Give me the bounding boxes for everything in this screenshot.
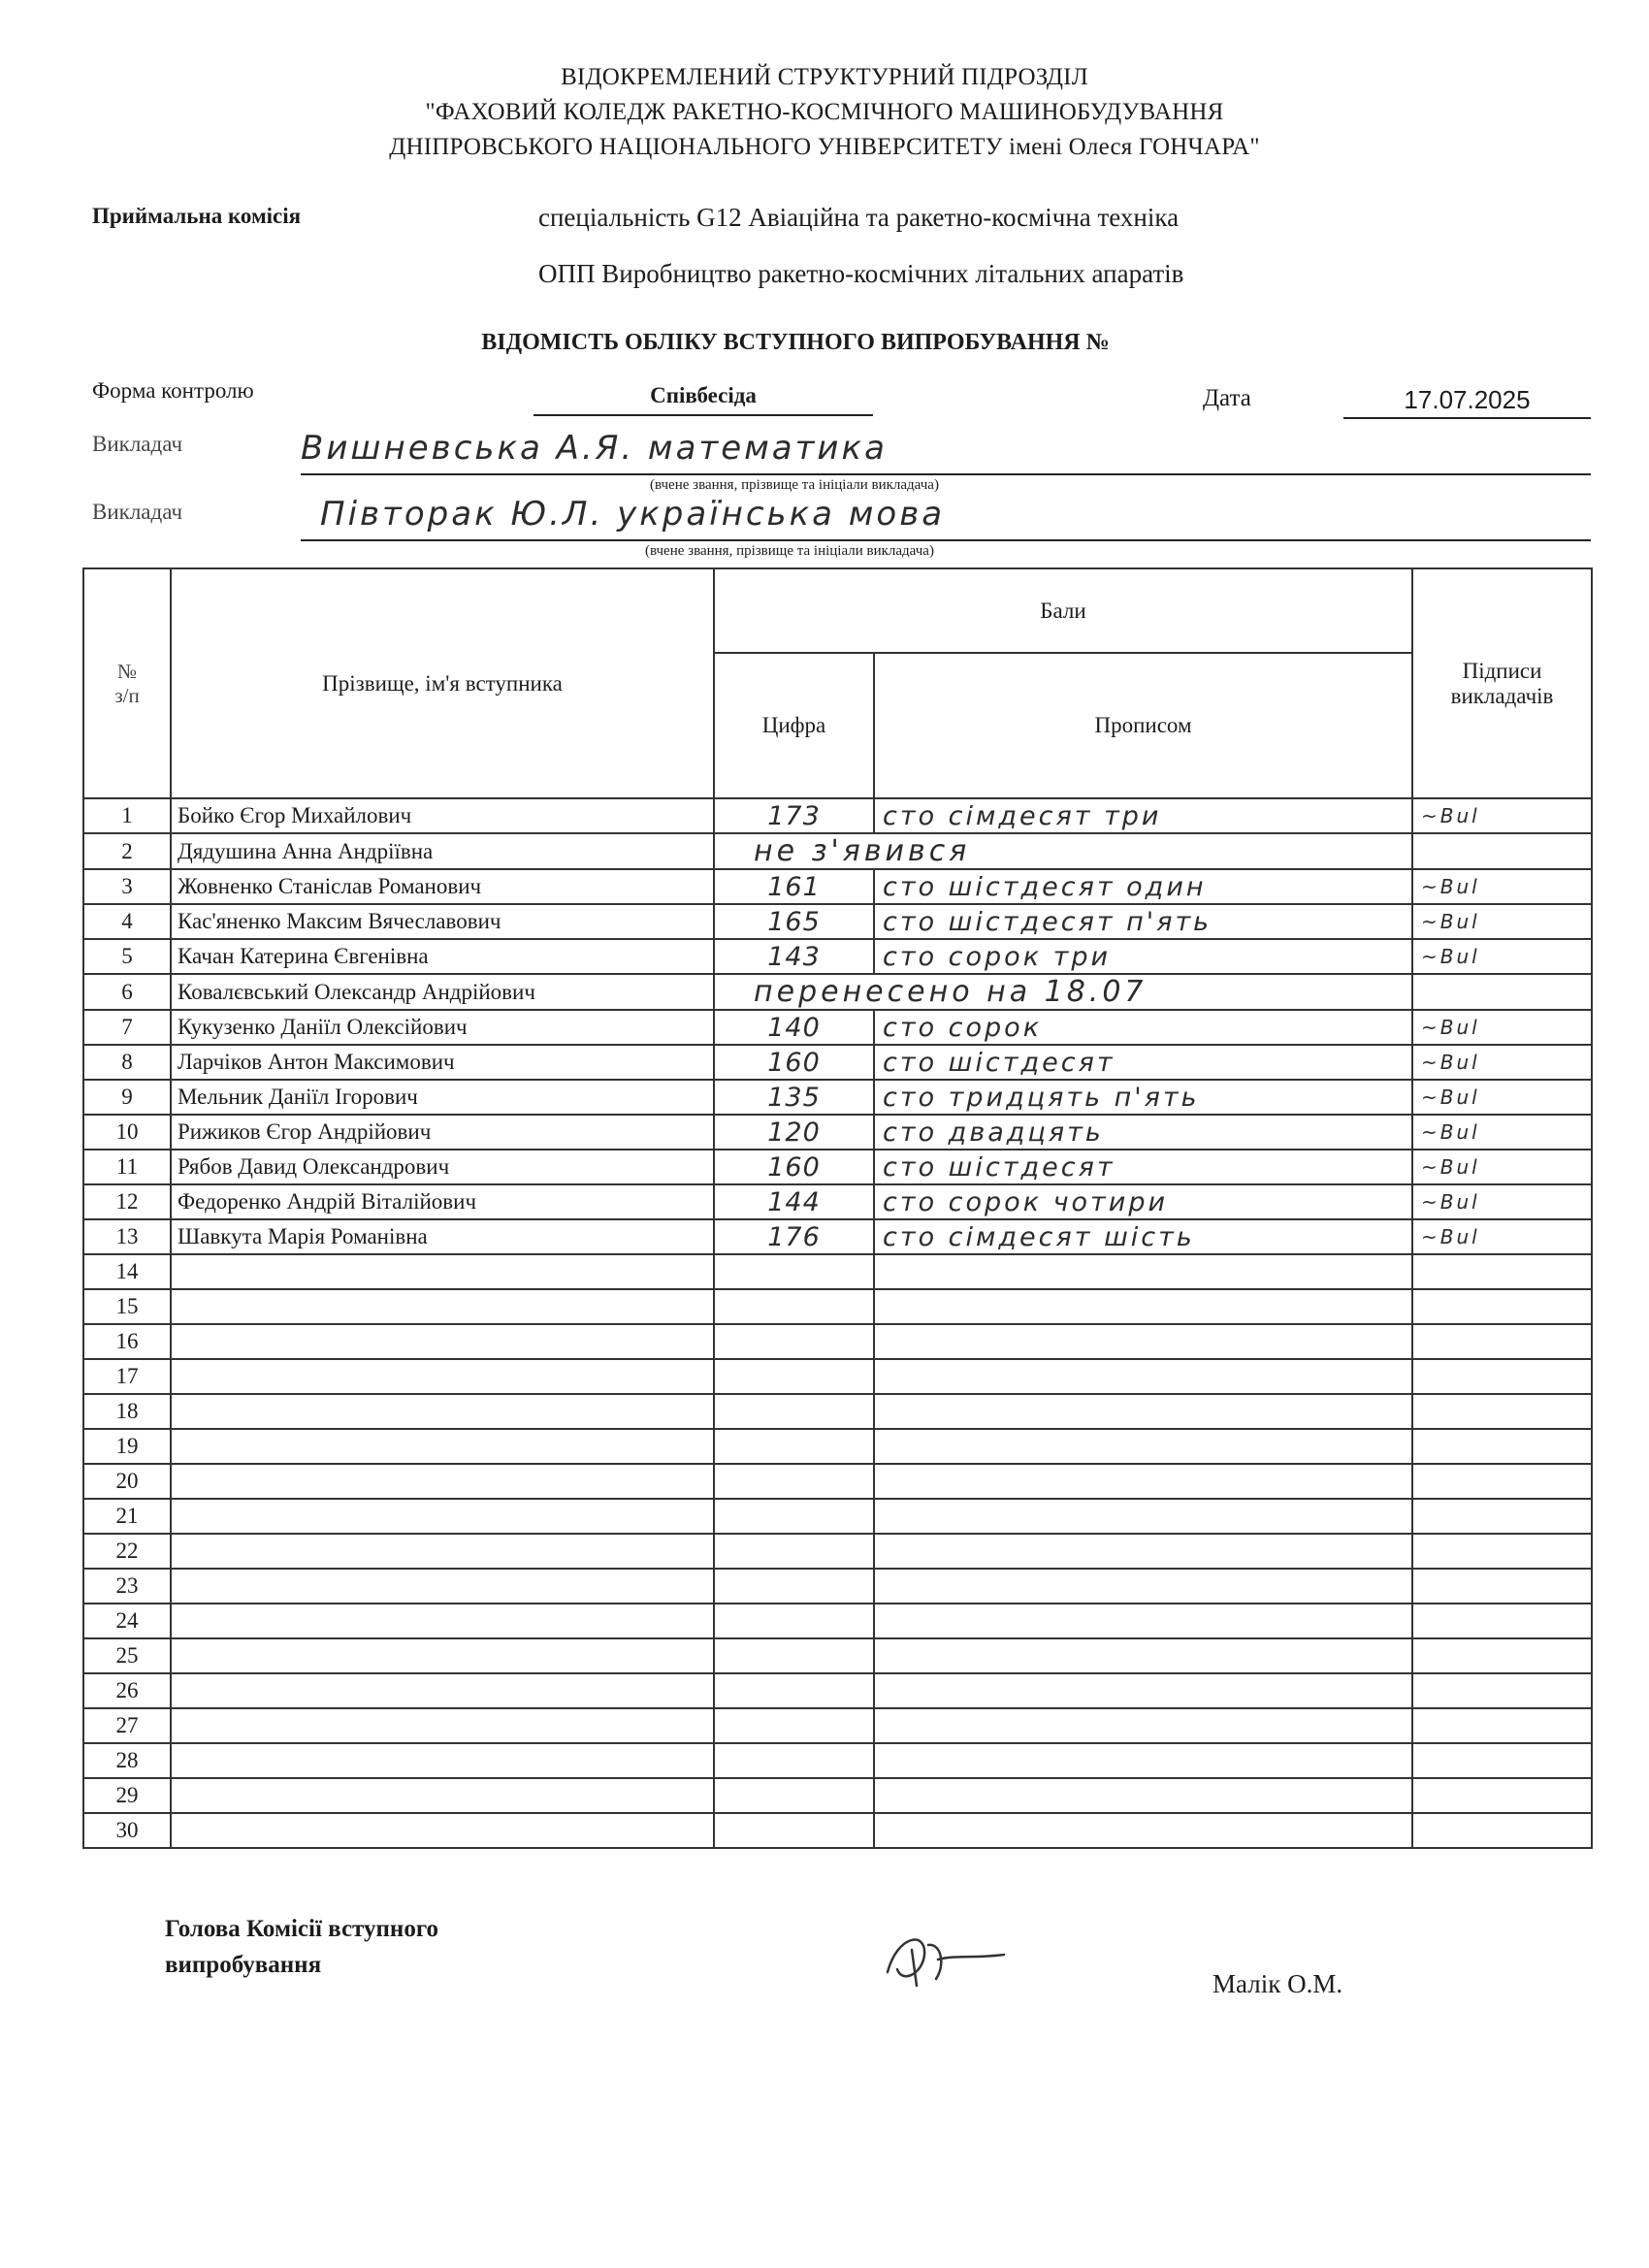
signature-cell — [1412, 1429, 1592, 1464]
score-words — [874, 1673, 1412, 1708]
row-number: 8 — [83, 1045, 171, 1080]
signature-cell — [1412, 1708, 1592, 1743]
specialty-text: спеціальність G12 Авіаційна та ракетно-космічна техніка — [538, 203, 1180, 232]
score-words: сто сімдесят три — [874, 798, 1412, 833]
score-words — [874, 1289, 1412, 1324]
row-number: 18 — [83, 1394, 171, 1429]
table-row — [83, 904, 1592, 939]
table-row — [83, 1534, 1592, 1569]
teacher-1-underline — [301, 473, 1591, 475]
date-underline — [1343, 417, 1591, 419]
applicant-name: Ковалєвський Олександр Андрійович — [171, 974, 714, 1010]
head-signature — [868, 1926, 1014, 1998]
row-note-text: перенесено на 18.07 — [754, 975, 1148, 1009]
signature-cell: ~Bul — [1412, 1150, 1592, 1184]
teacher-2-caption: (вчене звання, прізвище та ініціали викладача) — [645, 543, 934, 559]
applicant-name — [171, 1499, 714, 1534]
teacher-2-label: Викладач — [92, 500, 183, 524]
table-row — [83, 1638, 1592, 1673]
score-digits: 176 — [714, 1219, 874, 1254]
score-digits: 143 — [714, 939, 874, 974]
score-words — [874, 1638, 1412, 1673]
table-row — [83, 1010, 1592, 1045]
program-text: ОПП Виробництво ракетно-космічних літальних апаратів — [538, 259, 1184, 288]
row-number: 25 — [83, 1638, 171, 1673]
signature-cell: ~Bul — [1412, 904, 1592, 939]
table-row — [83, 1673, 1592, 1708]
score-digits — [714, 1708, 874, 1743]
signature-cell: ~Bul — [1412, 1115, 1592, 1150]
applicant-name: Кас'яненко Максим Вячеславович — [171, 904, 714, 939]
signature-cell — [1412, 1499, 1592, 1534]
score-words — [874, 1813, 1412, 1848]
applicant-name: Кукузенко Даніїл Олексійович — [171, 1010, 714, 1045]
table-row — [83, 1254, 1592, 1289]
signature-cell — [1412, 1604, 1592, 1638]
applicant-name: Качан Катерина Євгенівна — [171, 939, 714, 974]
row-number: 10 — [83, 1115, 171, 1150]
signature-cell — [1412, 1464, 1592, 1499]
score-words — [874, 1569, 1412, 1604]
score-words: сто сорок три — [874, 939, 1412, 974]
score-digits — [714, 1743, 874, 1778]
table-row — [83, 939, 1592, 974]
results-table — [82, 567, 1593, 1849]
table-row — [83, 1289, 1592, 1324]
applicant-name — [171, 1673, 714, 1708]
score-digits — [714, 1254, 874, 1289]
signature-cell — [1412, 974, 1592, 1010]
score-words: сто двадцять — [874, 1115, 1412, 1150]
row-number: 12 — [83, 1184, 171, 1219]
head-title-line-2: випробування — [165, 1952, 322, 1978]
score-words: сто сорок — [874, 1010, 1412, 1045]
table-row — [83, 1359, 1592, 1394]
row-number: 1 — [83, 798, 171, 833]
score-words: сто сімдесят шість — [874, 1219, 1412, 1254]
table-row — [83, 1324, 1592, 1359]
applicant-name — [171, 1743, 714, 1778]
score-digits — [714, 1394, 874, 1429]
applicant-name — [171, 1813, 714, 1848]
row-number: 11 — [83, 1150, 171, 1184]
row-number: 27 — [83, 1708, 171, 1743]
row-number: 2 — [83, 833, 171, 869]
signature-cell: ~Bul — [1412, 1219, 1592, 1254]
head-name: Малік О.М. — [1212, 1969, 1343, 1998]
applicant-name: Федоренко Андрій Віталійович — [171, 1184, 714, 1219]
row-number: 9 — [83, 1080, 171, 1115]
applicant-name — [171, 1289, 714, 1324]
table-row — [83, 1499, 1592, 1534]
score-digits: 144 — [714, 1184, 874, 1219]
applicant-name — [171, 1464, 714, 1499]
score-words — [874, 1429, 1412, 1464]
score-words — [874, 1359, 1412, 1394]
score-digits: 135 — [714, 1080, 874, 1115]
score-digits — [714, 1359, 874, 1394]
table-row — [83, 1743, 1592, 1778]
signature-cell: ~Bul — [1412, 1080, 1592, 1115]
institution-line-2: "ФАХОВИЙ КОЛЕДЖ РАКЕТНО-КОСМІЧНОГО МАШИНОБУДУВАННЯ — [425, 99, 1224, 125]
applicant-name: Дядушина Анна Андріївна — [171, 833, 714, 869]
signature-cell — [1412, 833, 1592, 869]
signature-cell — [1412, 1813, 1592, 1848]
table-row — [83, 1813, 1592, 1848]
row-number: 26 — [83, 1673, 171, 1708]
table-row — [83, 833, 1592, 869]
header-words: Прописом — [874, 653, 1412, 798]
table-row — [83, 798, 1592, 833]
date-label: Дата — [1203, 385, 1251, 411]
signature-cell — [1412, 1534, 1592, 1569]
applicant-name: Рябов Давид Олександрович — [171, 1150, 714, 1184]
score-digits — [714, 1289, 874, 1324]
applicant-name — [171, 1534, 714, 1569]
table-row — [83, 1080, 1592, 1115]
institution-line-1: ВІДОКРЕМЛЕНИЙ СТРУКТУРНИЙ ПІДРОЗДІЛ — [561, 64, 1088, 90]
signature-cell — [1412, 1289, 1592, 1324]
header-num: № з/п — [83, 568, 171, 798]
score-digits: 120 — [714, 1115, 874, 1150]
score-words — [874, 1394, 1412, 1429]
score-digits — [714, 1604, 874, 1638]
form-value: Співбесіда — [650, 383, 757, 407]
signature-cell: ~Bul — [1412, 1045, 1592, 1080]
row-number: 16 — [83, 1324, 171, 1359]
table-row — [83, 1708, 1592, 1743]
row-number: 17 — [83, 1359, 171, 1394]
row-number: 22 — [83, 1534, 171, 1569]
score-digits: 140 — [714, 1010, 874, 1045]
signature-cell — [1412, 1673, 1592, 1708]
signature-cell: ~Bul — [1412, 798, 1592, 833]
score-digits — [714, 1429, 874, 1464]
form-underline — [534, 414, 873, 416]
signature-cell: ~Bul — [1412, 1184, 1592, 1219]
score-words — [874, 1464, 1412, 1499]
applicant-name — [171, 1429, 714, 1464]
applicant-name — [171, 1254, 714, 1289]
row-number: 5 — [83, 939, 171, 974]
teacher-1-caption: (вчене звання, прізвище та ініціали викладача) — [650, 477, 939, 493]
table-row — [83, 1464, 1592, 1499]
applicant-name: Рижиков Єгор Андрійович — [171, 1115, 714, 1150]
table-row — [83, 1778, 1592, 1813]
score-digits — [714, 1673, 874, 1708]
applicant-name — [171, 1324, 714, 1359]
signature-cell — [1412, 1324, 1592, 1359]
score-digits: 165 — [714, 904, 874, 939]
score-digits — [714, 1499, 874, 1534]
score-words — [874, 1499, 1412, 1534]
score-digits: 173 — [714, 798, 874, 833]
score-words — [874, 1604, 1412, 1638]
table-row — [83, 1604, 1592, 1638]
row-number: 6 — [83, 974, 171, 1010]
row-number: 20 — [83, 1464, 171, 1499]
score-words: сто шістдесят — [874, 1150, 1412, 1184]
signature-cell — [1412, 1743, 1592, 1778]
table-row — [83, 869, 1592, 904]
score-digits — [714, 1569, 874, 1604]
row-number: 7 — [83, 1010, 171, 1045]
results-rows — [83, 798, 1592, 1848]
signature-cell — [1412, 1778, 1592, 1813]
row-number: 14 — [83, 1254, 171, 1289]
score-digits: 160 — [714, 1150, 874, 1184]
table-row — [83, 1115, 1592, 1150]
score-words — [874, 1254, 1412, 1289]
row-note-text: не з'явився — [754, 834, 971, 868]
applicant-name: Ларчіков Антон Максимович — [171, 1045, 714, 1080]
table-row — [83, 1045, 1592, 1080]
institution-line-3: ДНІПРОВСЬКОГО НАЦІОНАЛЬНОГО УНІВЕРСИТЕТУ імені Олеся ГОНЧАРА" — [389, 134, 1260, 160]
signature-cell — [1412, 1359, 1592, 1394]
head-title-line-1: Голова Комісії вступного — [165, 1916, 439, 1942]
row-number: 15 — [83, 1289, 171, 1324]
signature-cell — [1412, 1569, 1592, 1604]
applicant-name — [171, 1708, 714, 1743]
score-words: сто шістдесят п'ять — [874, 904, 1412, 939]
date-value: 17.07.2025 — [1404, 385, 1531, 414]
header-name: Прізвище, ім'я вступника — [171, 568, 714, 798]
teacher-2-handwritten: Півторак Ю.Л. українська мова — [320, 495, 946, 534]
row-number: 13 — [83, 1219, 171, 1254]
applicant-name — [171, 1604, 714, 1638]
score-words: сто тридцять п'ять — [874, 1080, 1412, 1115]
table-row — [83, 1219, 1592, 1254]
applicant-name — [171, 1394, 714, 1429]
score-digits — [714, 1324, 874, 1359]
row-note — [714, 974, 1412, 1010]
table-row — [83, 1150, 1592, 1184]
score-digits — [714, 1534, 874, 1569]
score-digits — [714, 1638, 874, 1673]
signature-cell: ~Bul — [1412, 939, 1592, 974]
signature-cell: ~Bul — [1412, 869, 1592, 904]
header-digits: Цифра — [714, 653, 874, 798]
signature-cell — [1412, 1394, 1592, 1429]
row-number: 19 — [83, 1429, 171, 1464]
score-digits — [714, 1464, 874, 1499]
row-number: 28 — [83, 1743, 171, 1778]
header-signatures: Підписи викладачів — [1412, 568, 1592, 798]
score-words: сто сорок чотири — [874, 1184, 1412, 1219]
applicant-name: Бойко Єгор Михайлович — [171, 798, 714, 833]
table-row — [83, 1394, 1592, 1429]
row-number: 23 — [83, 1569, 171, 1604]
teacher-2-underline — [301, 539, 1591, 541]
applicant-name: Шавкута Марія Романівна — [171, 1219, 714, 1254]
applicant-name — [171, 1569, 714, 1604]
table-row — [83, 1429, 1592, 1464]
teacher-1-handwritten: Вишневська А.Я. математика — [301, 429, 888, 468]
signature-cell — [1412, 1254, 1592, 1289]
applicant-name — [171, 1778, 714, 1813]
score-digits — [714, 1778, 874, 1813]
score-words: сто шістдесят один — [874, 869, 1412, 904]
score-digits: 161 — [714, 869, 874, 904]
row-note — [714, 833, 1412, 869]
applicant-name: Жовненко Станіслав Романович — [171, 869, 714, 904]
header-points: Бали — [714, 568, 1412, 653]
signature-cell — [1412, 1638, 1592, 1673]
score-words — [874, 1708, 1412, 1743]
score-words — [874, 1778, 1412, 1813]
applicant-name — [171, 1359, 714, 1394]
row-number: 3 — [83, 869, 171, 904]
score-words — [874, 1324, 1412, 1359]
row-number: 29 — [83, 1778, 171, 1813]
score-words: сто шістдесят — [874, 1045, 1412, 1080]
teacher-1-label: Викладач — [92, 432, 183, 456]
document-title: ВІДОМІСТЬ ОБЛІКУ ВСТУПНОГО ВИПРОБУВАННЯ № — [481, 330, 1110, 355]
applicant-name: Мельник Даніїл Ігорович — [171, 1080, 714, 1115]
form-label: Форма контролю — [92, 378, 254, 403]
applicant-name — [171, 1638, 714, 1673]
row-number: 21 — [83, 1499, 171, 1534]
signature-cell: ~Bul — [1412, 1010, 1592, 1045]
table-row — [83, 1569, 1592, 1604]
score-digits — [714, 1813, 874, 1848]
row-number: 24 — [83, 1604, 171, 1638]
score-digits: 160 — [714, 1045, 874, 1080]
score-words — [874, 1534, 1412, 1569]
table-row — [83, 1184, 1592, 1219]
row-number: 4 — [83, 904, 171, 939]
row-number: 30 — [83, 1813, 171, 1848]
table-row — [83, 974, 1592, 1010]
commission-label: Приймальна комісія — [92, 204, 302, 228]
score-words — [874, 1743, 1412, 1778]
